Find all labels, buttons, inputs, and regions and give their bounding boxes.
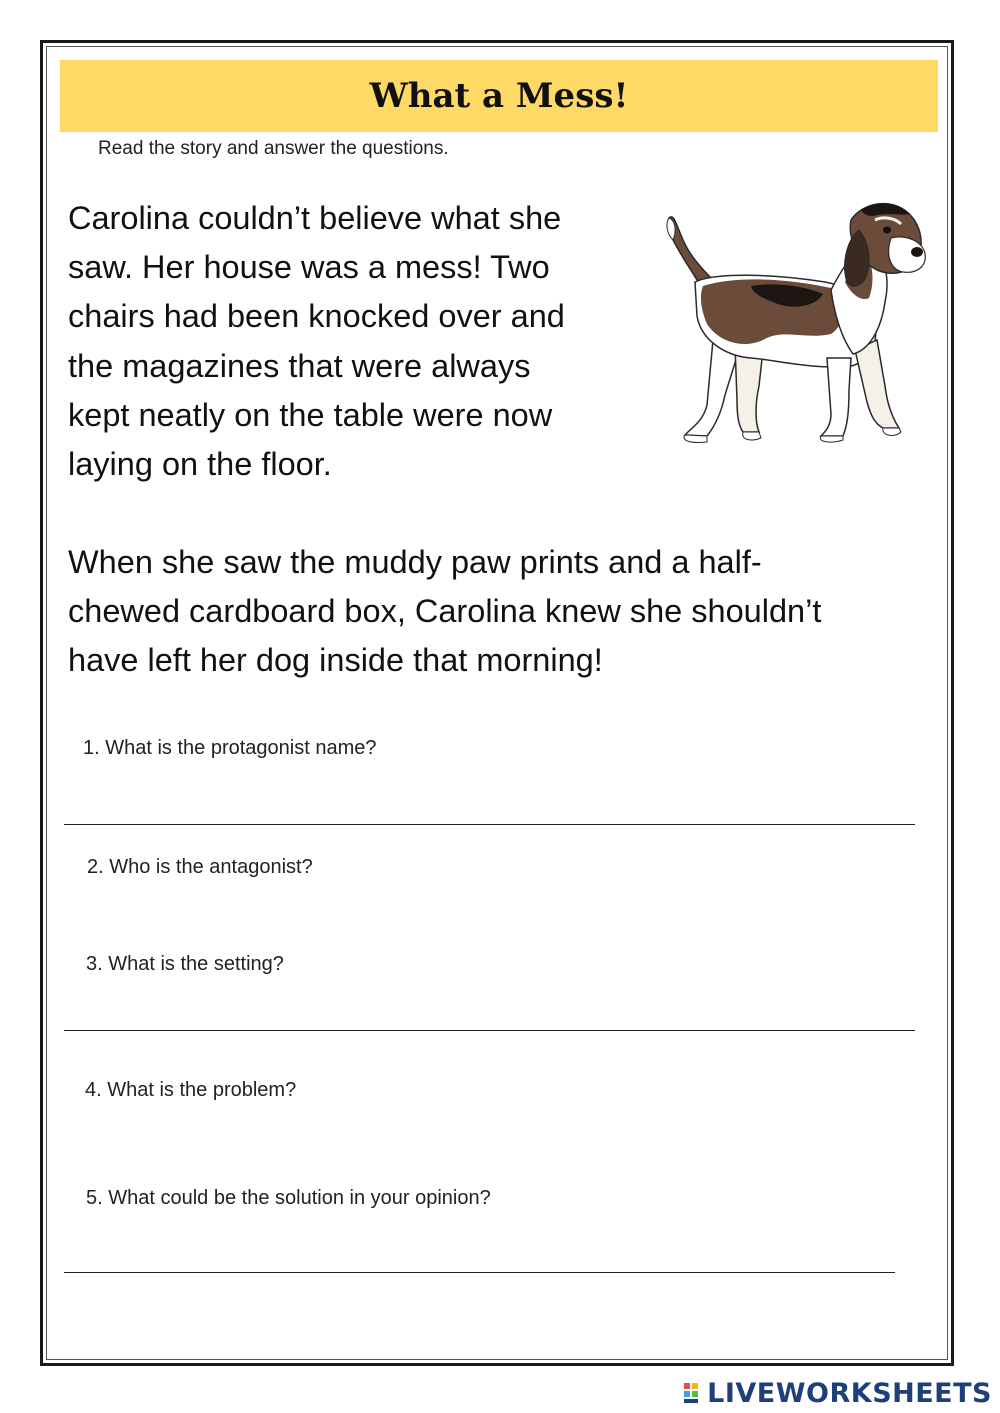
- worksheet-title: What a Mess!: [369, 76, 629, 116]
- liveworksheets-logo-icon: [683, 1381, 707, 1405]
- beagle-dog-illustration: [655, 190, 935, 450]
- story-paragraph-2: [68, 538, 938, 686]
- answer-line-1[interactable]: [64, 824, 915, 825]
- story-line: have left her dog inside that morning!: [68, 642, 603, 679]
- brand-name: LIVEWORKSHEETS: [707, 1377, 992, 1409]
- story-line: When she saw the muddy paw prints and a half-: [68, 544, 762, 580]
- title-banner: [60, 60, 938, 132]
- story-line: saw. Her house was a mess! Two: [68, 249, 550, 286]
- answer-line-5[interactable]: [64, 1272, 895, 1273]
- question-3: 3. What is the setting?: [86, 953, 284, 975]
- story-paragraph-1: [68, 194, 648, 489]
- story-line: chewed cardboard box, Carolina knew she shouldn’t: [68, 593, 822, 630]
- question-4: 4. What is the problem?: [85, 1079, 297, 1101]
- question-5: 5. What could be the solution in your opinion?: [86, 1187, 491, 1209]
- question-2: 2. Who is the antagonist?: [87, 856, 313, 878]
- story-line: the magazines that were always: [68, 347, 531, 384]
- story-line: laying on the floor.: [68, 446, 332, 483]
- question-1: 1. What is the protagonist name?: [83, 737, 377, 759]
- story-line: chairs had been knocked over and: [68, 298, 565, 335]
- story-line: kept neatly on the table were now: [68, 396, 553, 433]
- story-line: Carolina couldn’t believe what she: [68, 200, 562, 236]
- answer-line-3[interactable]: [64, 1030, 915, 1031]
- liveworksheets-logo[interactable]: [683, 1378, 992, 1408]
- instructions: Read the story and answer the questions.: [98, 138, 449, 159]
